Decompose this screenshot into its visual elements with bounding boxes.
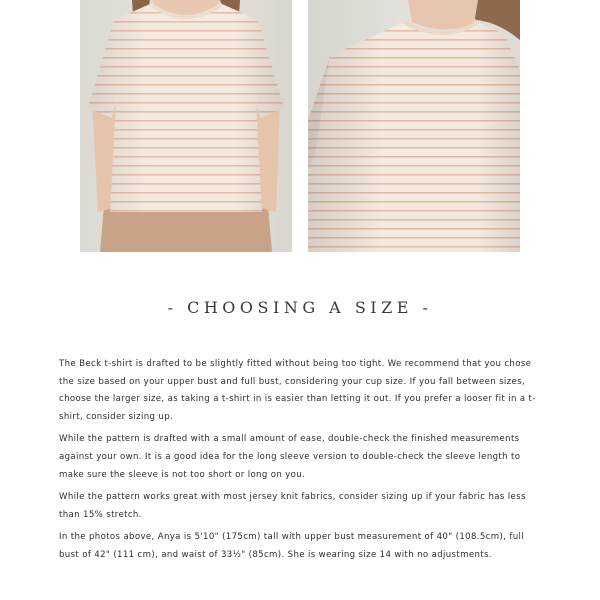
photo-back-view bbox=[308, 0, 520, 252]
paragraph-fabric-stretch: While the pattern works great with most jersey knit fabrics, consider sizing up if your fabric has less than 15% stretch. bbox=[59, 492, 526, 520]
paragraph-model-sizing: In the photos above, Anya is 5'10" (175cm) tall with upper bust measurement of 40" (108.5cm), full bust of 42" (111 cm), and waist of 33½" (85cm). She is wearing size 14 with no adjustments. bbox=[59, 532, 524, 560]
paragraph-fit: The Beck t-shirt is drafted to be slightly fitted without being too tight. We recommend that you chose the size based on your upper bust and full bust, considering your cup size. If you fall between sizes, choose the larger size, as taking a t-shirt in is easier than letting it out. If you prefer a looser fit in a t-shirt, consider sizing up. bbox=[59, 359, 536, 422]
section-title: - CHOOSING A SIZE - bbox=[167, 298, 433, 317]
photo-front-view bbox=[80, 0, 292, 252]
paragraph-measurements: While the pattern is drafted with a small amount of ease, double-check the finished measurements against your own. It is a good idea for the long sleeve version to double-check the sleeve length to make sure the sleeve is not too short or long on you. bbox=[59, 434, 521, 480]
body-copy bbox=[59, 356, 543, 570]
